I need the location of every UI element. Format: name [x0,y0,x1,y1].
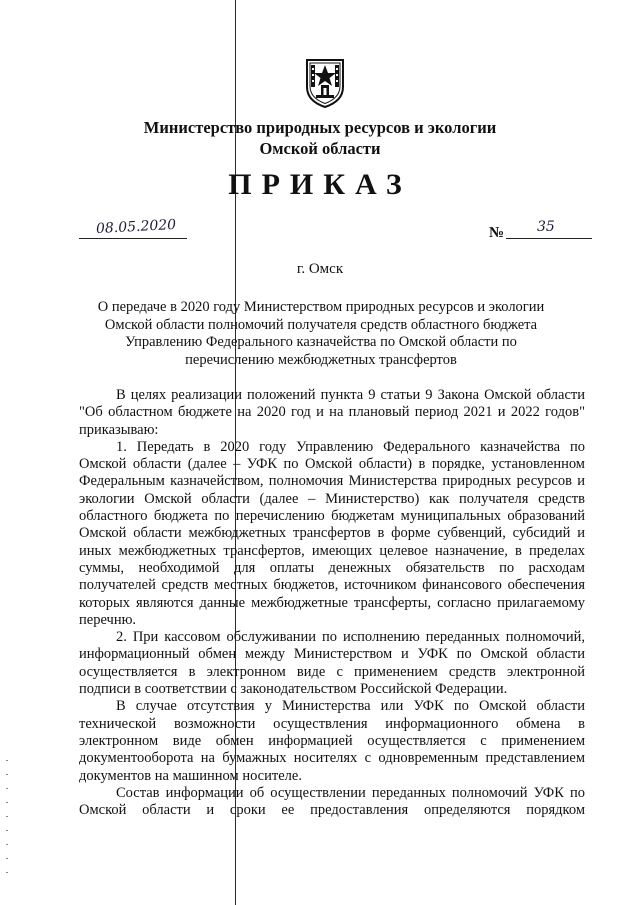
scan-edge-marks [6,760,8,880]
subject-line: Омской области полномочий получателя средств областного бюджета [104,316,538,333]
number-label: № [489,225,505,241]
order-subject [60,299,582,369]
clause-2-paragraph: 2. При кассовом обслуживании по исполнению переданных полномочий, информационный обмен между Министерством и УФК по Омской области осуществляется в электронном виде с применением средств электронной подписи в соответствии с законодательством Российской Федерации. [79,629,585,698]
subject-line: О передаче в 2020 году Министерством природных ресурсов и экологии [97,299,545,315]
information-paragraph: Состав информации об осуществлении переданных полномочий УФК по Омской области и сроки ее предоставления определяются порядком [79,784,585,819]
handwritten-date: 08.05.2020 [95,216,177,238]
fallback-paragraph: В случае отсутствия у Министерства или УФК по Омской области технической возможности осуществления информационного обмена в электронном виде обмен информацией осуществляется с применением документооборота на бумажных носителях с одновременным представлением документов на машинном носителе. [79,698,585,784]
ministry-name-line1: Министерство природных ресурсов и экологии [143,118,497,137]
preamble-paragraph: В целях реализации положений пункта 9 статьи 9 Закона Омской области "Об областном бюджете на 2020 год и на плановый период 2021 и 2022 годов" приказываю: [79,387,585,438]
ministry-name [0,117,640,159]
clause-1-paragraph: 1. Передать в 2020 году Управлению Федерального казначейства по Омской области (далее – УФК по Омской области) в порядке, установленном Федеральным казначейством, полномочия Министерства природных ресурсов и экологии Омской области (далее – Министерство) как получателя средств областного бюджета по перечислению бюджетам муниципальных образований Омской области межбюджетных трансфертов в форме субвенций, субсидий и иных межбюджетных трансфертов, имеющих целевое назначение, в пределах суммы, необходимой для оплаты денежных обязательств по расходам получателей средств местных бюджетов, источником финансового обеспечения которых являются данные межбюджетные трансферты, согласно прилагаемому перечню. [79,438,585,628]
subject-line: Управлению Федерального казначейства по Омской области по [125,334,517,350]
document-type-title: ПРИКАЗ [228,168,412,201]
order-body [79,387,585,819]
handwritten-number: 35 [537,219,555,235]
subject-line: перечислению межбюджетных трансфертов [185,351,457,368]
city-line: г. Омск [296,261,344,277]
ministry-name-line2: Омской области [259,139,381,158]
coat-of-arms-icon [304,55,346,109]
